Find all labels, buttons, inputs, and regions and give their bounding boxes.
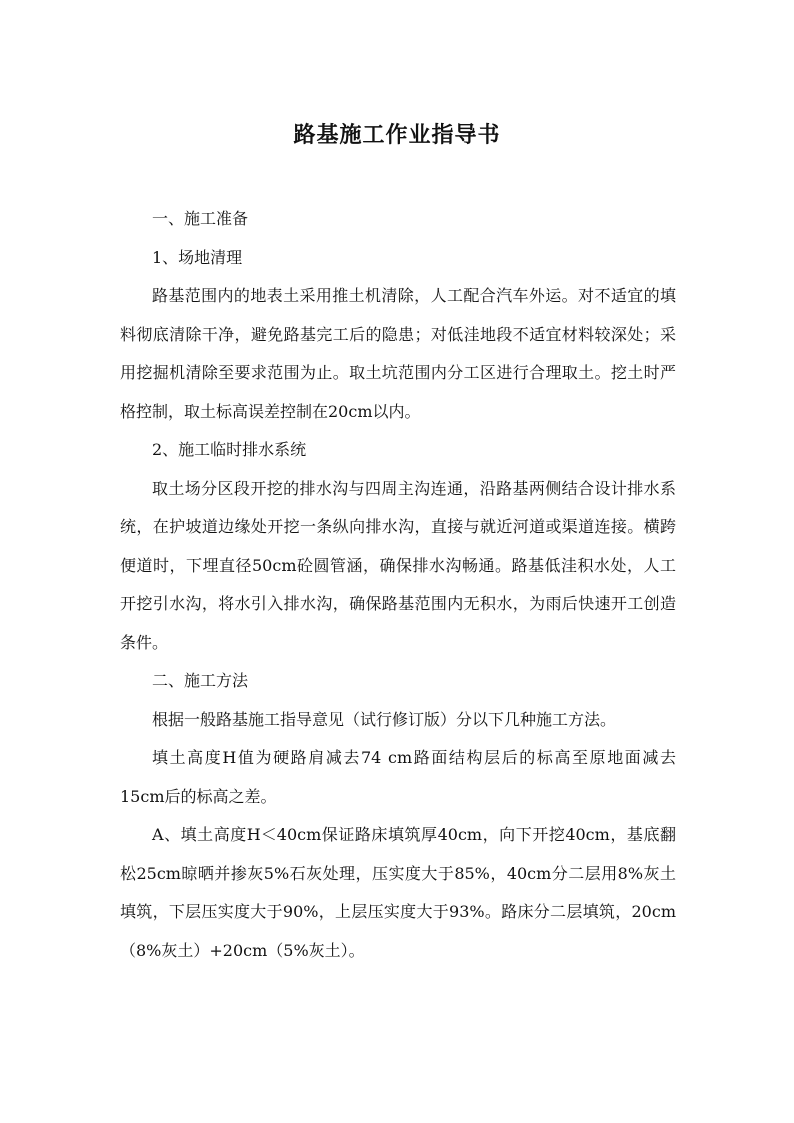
paragraph-methods-intro: 根据一般路基施工指导意见（试行修订版）分以下几种施工方法。 [152,709,617,729]
paragraph-site-clearing: 路基范围内的地表土采用推土机清除，人工配合汽车外运。对不适宜的填料彻底清除干净，避免路基完工后的隐患；对低洼地段不适宜材料较深处；采用挖掘机清除至要求范围为止。取土坑范围内分工区进行合理取土。挖土时严格控制，取土标高误差控制在20cm以内。 [120,286,676,421]
document-title: 路基施工作业指导书 [293,122,501,148]
section-heading-preparation: 一、施工准备 [152,209,249,228]
paragraph-drainage: 取土场分区段开挖的排水沟与四周主沟连通，沿路基两侧结合设计排水系统，在护坡道边缘处开挖一条纵向排水沟，直接与就近河道或渠道连接。横跨便道时，下埋直径50cm砼圆管涵，确保排水沟畅通。路基低洼积水处，人工开挖引水沟，将水引入排水沟，确保路基范围内无积水，为雨后快速开工创造条件。 [120,478,676,652]
document-body [120,200,676,970]
subsection-heading-site-clearing: 1、场地清理 [152,247,243,267]
section-heading-methods: 二、施工方法 [152,671,249,690]
subsection-heading-drainage: 2、施工临时排水系统 [152,440,307,459]
paragraph-case-a: A、填土高度H＜40cm保证路床填筑厚40cm，向下开挖40cm，基底翻松25cm晾晒并掺灰5%石灰处理，压实度大于85%，40cm分二层用8%灰土填筑，下层压实度大于90%，上层压实度大于93%。路床分二层填筑，20cm（8%灰土）+20cm（5%灰土）。 [120,825,676,960]
paragraph-fill-height: 填土高度H值为硬路肩减去74 cm路面结构层后的标高至原地面减去15cm后的标高之差。 [120,748,676,806]
